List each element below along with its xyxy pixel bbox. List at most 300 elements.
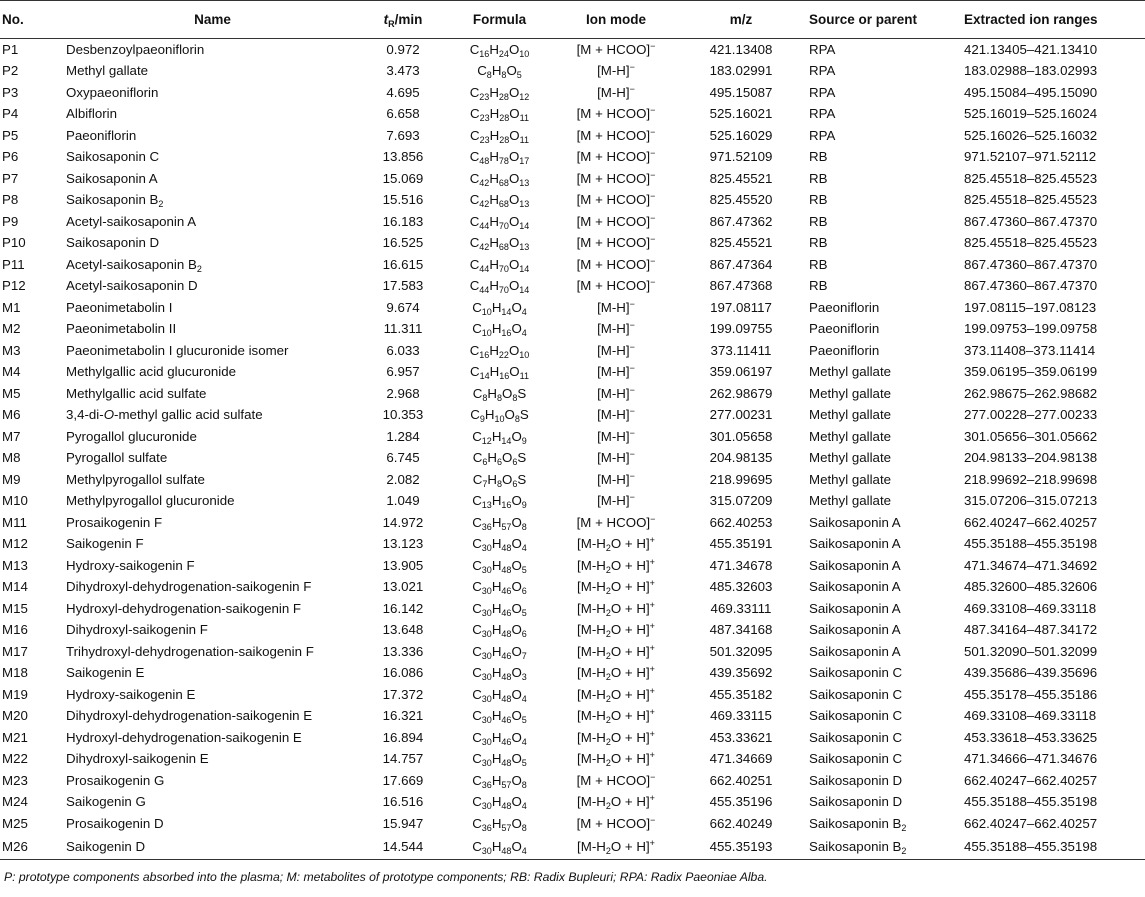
cell-formula-part: 13 bbox=[519, 199, 530, 210]
cell-ion-mode-part: − bbox=[629, 363, 635, 374]
cell-name bbox=[62, 619, 363, 641]
cell-mz: 469.33115 bbox=[710, 708, 772, 724]
cell-name-part: Saikogenin E bbox=[66, 665, 145, 681]
cell-formula-part: C bbox=[472, 321, 482, 337]
cell-no: P1 bbox=[2, 42, 19, 57]
table-row bbox=[0, 168, 1145, 190]
cell-no: M7 bbox=[2, 428, 21, 444]
cell-ion-mode-part: − bbox=[650, 105, 656, 116]
cell-formula-part: C bbox=[472, 471, 483, 487]
cell-retention-time: 6.957 bbox=[386, 364, 420, 380]
cell-ion-range: 867.47360–867.47370 bbox=[964, 256, 1098, 272]
cell-ion-mode-part: + bbox=[649, 642, 655, 653]
cell-ion-mode-part: 2 bbox=[605, 693, 611, 704]
cell-name-part: 2 bbox=[158, 199, 164, 210]
cell-ion-mode-part: [M-H bbox=[577, 708, 606, 724]
cell-formula-part: 16 bbox=[479, 349, 490, 360]
cell-ion-mode-part: − bbox=[629, 492, 635, 503]
cell-formula-part: 8 bbox=[521, 779, 527, 790]
cell-formula-part: 30 bbox=[481, 586, 492, 597]
cell-ion-mode-part: [M + HCOO] bbox=[576, 514, 651, 530]
cell-ion-mode-part: [M-H] bbox=[597, 342, 630, 358]
cell-ion-mode-part: [M + HCOO] bbox=[576, 149, 651, 165]
cell-retention-time: 16.516 bbox=[382, 794, 424, 810]
cell-ion-mode-part: − bbox=[650, 234, 656, 245]
cell-ion-mode bbox=[556, 662, 676, 684]
cell-ion-mode bbox=[556, 791, 676, 813]
cell-formula-part: 4 bbox=[521, 845, 527, 856]
cell-ion-mode-part: − bbox=[629, 341, 635, 352]
cell-source-part: Methyl gallate bbox=[809, 450, 892, 466]
cell-formula-part: C bbox=[469, 42, 480, 57]
cell-formula-part: O bbox=[508, 235, 520, 251]
cell-name bbox=[62, 39, 363, 61]
table-row bbox=[0, 103, 1145, 125]
table-row bbox=[0, 555, 1145, 577]
cell-source bbox=[806, 340, 961, 362]
cell-name-part: Prosaikogenin F bbox=[66, 514, 163, 530]
cell-ion-mode-part: [M-H] bbox=[597, 385, 630, 401]
cell-retention-time: 13.021 bbox=[382, 579, 424, 595]
cell-formula bbox=[443, 512, 556, 534]
cell-formula-part: H bbox=[489, 170, 499, 186]
cell-ion-range: 662.40247–662.40257 bbox=[964, 772, 1098, 788]
cell-source-part: RPA bbox=[809, 63, 836, 79]
cell-no: M6 bbox=[2, 407, 21, 423]
cell-ion-range: 359.06195–359.06199 bbox=[964, 364, 1098, 380]
table-row bbox=[0, 641, 1145, 663]
cell-formula-part: O bbox=[511, 772, 522, 788]
cell-source bbox=[806, 555, 961, 577]
cell-formula-part: H bbox=[484, 407, 495, 423]
cell-formula-part: H bbox=[487, 471, 497, 487]
cell-no: M21 bbox=[2, 729, 28, 745]
header-retention-time bbox=[363, 1, 443, 39]
cell-ion-mode-part: − bbox=[629, 320, 635, 331]
table-row bbox=[0, 125, 1145, 147]
cell-source-part: 2 bbox=[901, 822, 907, 833]
cell-formula-part: C bbox=[472, 708, 482, 724]
cell-mz: 662.40251 bbox=[709, 772, 773, 788]
header-no: No. bbox=[0, 1, 62, 39]
cell-ion-mode-part: O + H] bbox=[610, 665, 650, 681]
cell-name bbox=[62, 555, 363, 577]
cell-source-part: Methyl gallate bbox=[809, 428, 892, 444]
cell-source-part: Methyl gallate bbox=[809, 385, 892, 401]
cell-formula-part: 9 bbox=[479, 414, 485, 425]
cell-formula-part: O bbox=[508, 42, 520, 57]
cell-name-part: Methylpyrogallol sulfate bbox=[66, 471, 205, 487]
table-row bbox=[0, 297, 1145, 319]
cell-formula bbox=[443, 834, 556, 859]
cell-formula-part: C bbox=[469, 235, 480, 251]
cell-name bbox=[62, 297, 363, 319]
cell-ion-mode bbox=[556, 813, 676, 835]
cell-ion-range: 183.02988–183.02993 bbox=[964, 63, 1098, 79]
cell-formula-part: 5 bbox=[521, 607, 527, 618]
cell-formula-part: C bbox=[469, 84, 480, 100]
cell-ion-mode-part: [M-H] bbox=[597, 299, 630, 315]
cell-source-part: Methyl gallate bbox=[809, 364, 892, 380]
cell-source-part: Paeoniflorin bbox=[809, 321, 880, 337]
cell-source bbox=[806, 469, 961, 491]
cell-formula-part: H bbox=[491, 557, 502, 573]
cell-mz: 315.07209 bbox=[709, 493, 773, 509]
cell-ion-mode-part: [M + HCOO] bbox=[576, 278, 651, 294]
cell-formula-part: 8 bbox=[514, 414, 520, 425]
cell-formula-part: H bbox=[489, 364, 500, 380]
cell-formula bbox=[443, 598, 556, 620]
cell-name bbox=[62, 82, 363, 104]
cell-formula-part: C bbox=[470, 127, 480, 143]
cell-ion-mode-part: + bbox=[649, 664, 655, 675]
cell-name-part: Methylpyrogallol glucuronide bbox=[66, 493, 235, 509]
cell-ion-mode-part: O + H] bbox=[610, 600, 650, 616]
cell-formula-part: 22 bbox=[498, 349, 509, 360]
cell-mz: 471.34678 bbox=[709, 557, 773, 573]
cell-formula-part: C bbox=[472, 751, 482, 767]
cell-ion-mode-part: 2 bbox=[605, 801, 611, 812]
cell-name-part: Saikogenin F bbox=[66, 536, 144, 552]
cell-name-part: 3,4-di- bbox=[66, 407, 104, 423]
cell-formula bbox=[443, 619, 556, 641]
cell-formula bbox=[443, 60, 556, 82]
cell-retention-time: 13.336 bbox=[382, 643, 424, 659]
cell-source bbox=[806, 727, 961, 749]
cell-no: M13 bbox=[2, 557, 28, 573]
cell-formula bbox=[443, 340, 556, 362]
cell-name-part: Pyrogallol sulfate bbox=[66, 450, 168, 466]
cell-formula-part: 6 bbox=[521, 586, 527, 597]
cell-formula-part: O bbox=[511, 708, 522, 724]
cell-ion-range: 501.32090–501.32099 bbox=[964, 643, 1098, 659]
cell-ion-mode-part: [M + HCOO] bbox=[576, 127, 651, 143]
cell-name-part: O bbox=[103, 407, 115, 423]
cell-name bbox=[62, 791, 363, 813]
cell-formula-part: 4 bbox=[521, 736, 527, 747]
cell-formula-part: O bbox=[509, 127, 520, 143]
cell-formula-part: 4 bbox=[521, 328, 527, 339]
cell-ion-mode bbox=[556, 619, 676, 641]
cell-ion-mode-part: [M-H] bbox=[597, 428, 630, 444]
cell-source bbox=[806, 426, 961, 448]
cell-ion-mode-part: O + H] bbox=[610, 557, 650, 573]
cell-formula-part: H bbox=[491, 493, 502, 509]
cell-formula-part: H bbox=[491, 772, 502, 788]
cell-name-part: Acetyl-saikosaponin A bbox=[66, 213, 197, 229]
cell-name bbox=[62, 641, 363, 663]
table-row bbox=[0, 770, 1145, 792]
cell-mz: 455.35191 bbox=[709, 536, 773, 552]
cell-no: P3 bbox=[2, 84, 19, 100]
cell-source bbox=[806, 705, 961, 727]
cell-name-part: 2 bbox=[196, 263, 202, 274]
cell-formula bbox=[443, 297, 556, 319]
cell-formula bbox=[443, 404, 556, 426]
cell-mz: 525.16021 bbox=[709, 106, 773, 122]
cell-name-part: Pyrogallol glucuronide bbox=[66, 428, 197, 444]
cell-formula-part: 44 bbox=[479, 220, 490, 231]
cell-source-part: Methyl gallate bbox=[809, 407, 892, 423]
cell-formula-part: 8 bbox=[512, 392, 518, 403]
cell-formula-part: O bbox=[504, 407, 515, 423]
cell-name bbox=[62, 727, 363, 749]
cell-no: M4 bbox=[2, 364, 21, 380]
cell-ion-mode bbox=[556, 103, 676, 125]
cell-name-part: Saikosaponin C bbox=[66, 149, 160, 165]
cell-ion-range: 455.35188–455.35198 bbox=[964, 536, 1098, 552]
cell-name bbox=[62, 662, 363, 684]
cell-formula-part: 57 bbox=[501, 779, 512, 790]
cell-formula-part: 11 bbox=[519, 113, 529, 124]
cell-source-part: RB bbox=[809, 256, 828, 272]
cell-source bbox=[806, 297, 961, 319]
table-footnote: P: prototype components absorbed into the plasma; M: metabolites of prototype components; RB: Radix Bupleuri; RPA: Radix Paeoniae Alba. bbox=[4, 869, 768, 884]
cell-formula-part: 44 bbox=[479, 285, 490, 296]
cell-formula-part: S bbox=[517, 471, 527, 487]
cell-source-part: Saikosaponin C bbox=[809, 686, 903, 702]
cell-formula-part: 6 bbox=[496, 457, 502, 468]
cell-ion-mode-part: 2 bbox=[605, 564, 611, 575]
cell-ion-mode-part: [M-H] bbox=[597, 407, 630, 423]
table-row bbox=[0, 447, 1145, 469]
cell-formula-part: H bbox=[491, 514, 502, 530]
cell-formula-part: O bbox=[511, 579, 522, 595]
cell-formula-part: S bbox=[519, 407, 529, 423]
cell-retention-time: 16.142 bbox=[382, 600, 424, 616]
cell-retention-time: 6.658 bbox=[386, 106, 420, 122]
cell-ion-mode-part: 2 bbox=[605, 758, 611, 769]
cell-name bbox=[62, 383, 363, 405]
cell-formula-part: H bbox=[491, 622, 502, 638]
cell-source bbox=[806, 82, 961, 104]
cell-name-part: Hydroxy-saikogenin F bbox=[66, 557, 195, 573]
cell-formula-part: 5 bbox=[521, 564, 527, 575]
cell-mz: 455.35196 bbox=[709, 794, 773, 810]
cell-formula-part: 10 bbox=[519, 349, 530, 360]
cell-formula-part: H bbox=[489, 256, 499, 272]
cell-mz: 183.02991 bbox=[709, 63, 773, 79]
cell-ion-mode-part: − bbox=[629, 83, 635, 94]
cell-formula-part: 17 bbox=[519, 156, 530, 167]
cell-mz: 495.15087 bbox=[709, 84, 773, 100]
cell-formula-part: 10 bbox=[494, 414, 505, 425]
cell-ion-mode bbox=[556, 684, 676, 706]
table-row bbox=[0, 469, 1145, 491]
table-row bbox=[0, 834, 1145, 859]
cell-formula-part: 8 bbox=[482, 392, 488, 403]
cell-retention-time: 10.353 bbox=[382, 407, 424, 423]
cell-ion-mode-part: [M-H] bbox=[597, 493, 630, 509]
cell-formula-part: H bbox=[489, 192, 499, 208]
cell-source bbox=[806, 533, 961, 555]
cell-formula-part: 30 bbox=[481, 845, 492, 856]
cell-source-part: Saikosaponin D bbox=[809, 794, 903, 810]
table-row bbox=[0, 60, 1145, 82]
cell-ion-mode-part: − bbox=[650, 814, 656, 825]
cell-ion-mode bbox=[556, 641, 676, 663]
cell-mz: 662.40249 bbox=[709, 815, 773, 831]
cell-source bbox=[806, 254, 961, 276]
header-tr-t: t bbox=[383, 12, 389, 27]
cell-ion-mode-part: [M-H bbox=[577, 600, 606, 616]
cell-formula bbox=[443, 125, 556, 147]
cell-ion-mode-part: − bbox=[650, 148, 656, 159]
cell-formula bbox=[443, 103, 556, 125]
cell-ion-mode-part: O + H] bbox=[610, 536, 650, 552]
cell-name-part: Hydroxyl-dehydrogenation-saikogenin E bbox=[66, 729, 302, 745]
cell-source-part: Saikosaponin A bbox=[809, 514, 901, 530]
cell-source-part: RPA bbox=[809, 127, 836, 143]
cell-source-part: RB bbox=[809, 149, 828, 165]
cell-ion-mode-part: − bbox=[650, 41, 656, 51]
cell-formula-part: O bbox=[506, 63, 517, 79]
cell-no: M26 bbox=[0, 834, 62, 859]
cell-ion-range: 421.13405–421.13410 bbox=[964, 42, 1098, 57]
cell-ion-range: 197.08115–197.08123 bbox=[964, 299, 1097, 315]
cell-formula-part: C bbox=[469, 278, 480, 294]
cell-ion-mode bbox=[556, 705, 676, 727]
cell-formula-part: 9 bbox=[521, 435, 527, 446]
cell-formula-part: 30 bbox=[481, 650, 492, 661]
cell-ion-mode bbox=[556, 834, 676, 859]
cell-ion-range: 204.98133–204.98138 bbox=[964, 450, 1098, 466]
cell-formula-part: C bbox=[472, 514, 482, 530]
table-row bbox=[0, 318, 1145, 340]
cell-formula bbox=[443, 82, 556, 104]
cell-ion-mode bbox=[556, 426, 676, 448]
cell-mz: 197.08117 bbox=[710, 299, 772, 315]
cell-name-part: Saikosaponin B bbox=[66, 192, 159, 208]
cell-no: M17 bbox=[2, 643, 28, 659]
cell-formula-part: C bbox=[472, 729, 482, 745]
cell-name-part: Albiflorin bbox=[66, 106, 117, 122]
cell-ion-mode bbox=[556, 82, 676, 104]
cell-source-part: RB bbox=[809, 278, 828, 294]
cell-ion-mode-part: + bbox=[649, 578, 655, 589]
cell-name bbox=[62, 146, 363, 168]
cell-formula-part: 30 bbox=[481, 736, 492, 747]
cell-formula-part: O bbox=[511, 536, 522, 552]
cell-ion-mode-part: 2 bbox=[605, 845, 611, 856]
cell-name-part: Methyl gallate bbox=[66, 63, 149, 79]
cell-name-part: Hydroxy-saikogenin E bbox=[66, 686, 196, 702]
cell-source bbox=[806, 791, 961, 813]
cell-formula-part: C bbox=[472, 450, 483, 466]
cell-formula-part: C bbox=[472, 493, 482, 509]
cell-name bbox=[62, 576, 363, 598]
cell-formula-part: H bbox=[491, 321, 502, 337]
cell-retention-time: 15.947 bbox=[382, 815, 424, 831]
table-row bbox=[0, 426, 1145, 448]
cell-formula-part: 8 bbox=[521, 822, 527, 833]
cell-formula-part: O bbox=[511, 838, 522, 854]
cell-source-part: Saikosaponin A bbox=[809, 579, 901, 595]
cell-ion-mode-part: [M-H] bbox=[597, 321, 630, 337]
cell-formula-part: 30 bbox=[481, 564, 492, 575]
cell-ion-range: 315.07206–315.07213 bbox=[964, 493, 1098, 509]
cell-formula-part: O bbox=[508, 213, 520, 229]
cell-ion-range: 469.33108–469.33118 bbox=[964, 600, 1097, 616]
cell-formula-part: O bbox=[511, 493, 522, 509]
cell-retention-time: 16.321 bbox=[382, 708, 424, 724]
cell-formula-part: 30 bbox=[481, 801, 492, 812]
cell-name-part: Dihydroxyl-saikogenin F bbox=[66, 622, 208, 638]
cell-no: M25 bbox=[2, 815, 28, 831]
cell-no: P2 bbox=[2, 63, 19, 79]
cell-ion-range: 455.35188–455.35198 bbox=[961, 834, 1145, 859]
cell-ion-mode bbox=[556, 146, 676, 168]
cell-formula-part: 48 bbox=[479, 156, 490, 167]
cell-formula-part: 23 bbox=[479, 134, 490, 145]
cell-retention-time: 6.033 bbox=[386, 342, 420, 358]
cell-no: M5 bbox=[2, 385, 21, 401]
cell-ion-range: 373.11408–373.11414 bbox=[964, 342, 1096, 358]
cell-formula-part: H bbox=[487, 385, 497, 401]
cell-formula bbox=[443, 189, 556, 211]
cell-formula-part: 4 bbox=[521, 801, 527, 812]
cell-formula bbox=[443, 555, 556, 577]
cell-ion-range: 485.32600–485.32606 bbox=[964, 579, 1098, 595]
cell-retention-time: 17.372 bbox=[382, 686, 424, 702]
cell-retention-time: 17.669 bbox=[382, 772, 424, 788]
cell-formula-part: 16 bbox=[479, 49, 490, 59]
cell-formula bbox=[443, 39, 556, 61]
cell-formula-part: H bbox=[491, 63, 502, 79]
cell-retention-time: 7.693 bbox=[386, 127, 420, 143]
cell-retention-time: 16.086 bbox=[382, 665, 424, 681]
cell-formula bbox=[443, 447, 556, 469]
header-tr-unit: /min bbox=[394, 12, 423, 27]
cell-ion-mode-part: 2 bbox=[605, 736, 611, 747]
cell-ion-range: 218.99692–218.99698 bbox=[964, 471, 1098, 487]
cell-ion-mode-part: O + H] bbox=[610, 708, 650, 724]
cell-no: M10 bbox=[2, 493, 28, 509]
cell-formula bbox=[443, 254, 556, 276]
cell-ion-range: 455.35178–455.35186 bbox=[964, 686, 1098, 702]
cell-ion-mode bbox=[556, 125, 676, 147]
cell-source bbox=[806, 361, 961, 383]
cell-retention-time: 4.695 bbox=[386, 84, 420, 100]
cell-formula-part: O bbox=[508, 170, 520, 186]
cell-formula-part: 8 bbox=[501, 70, 507, 81]
cell-name-part: Dihydroxyl-dehydrogenation-saikogenin E bbox=[66, 708, 313, 724]
cell-source-part: Saikosaponin B bbox=[809, 815, 902, 831]
cell-name bbox=[62, 533, 363, 555]
cell-no: M3 bbox=[2, 342, 21, 358]
cell-retention-time: 16.894 bbox=[382, 729, 424, 745]
cell-source-part: Methyl gallate bbox=[809, 493, 892, 509]
cell-formula-part: 23 bbox=[479, 113, 490, 124]
cell-retention-time: 14.972 bbox=[382, 514, 424, 530]
cell-ion-mode-part: [M-H] bbox=[597, 364, 630, 380]
cell-formula-part: 30 bbox=[481, 715, 492, 726]
cell-ion-mode-part: 2 bbox=[605, 715, 611, 726]
cell-ion-mode-part: O + H] bbox=[610, 794, 650, 810]
cell-formula-part: 10 bbox=[519, 49, 530, 59]
cell-ion-range: 525.16026–525.16032 bbox=[964, 127, 1098, 143]
cell-formula-part: 13 bbox=[519, 177, 530, 188]
cell-mz: 662.40253 bbox=[709, 514, 773, 530]
cell-source-part: RPA bbox=[809, 84, 836, 100]
cell-formula-part: C bbox=[472, 772, 482, 788]
cell-mz: 867.47368 bbox=[709, 278, 773, 294]
cell-retention-time: 16.525 bbox=[382, 235, 424, 251]
cell-source bbox=[806, 318, 961, 340]
cell-formula-part: C bbox=[472, 815, 482, 831]
table-row bbox=[0, 404, 1145, 426]
cell-formula bbox=[443, 469, 556, 491]
